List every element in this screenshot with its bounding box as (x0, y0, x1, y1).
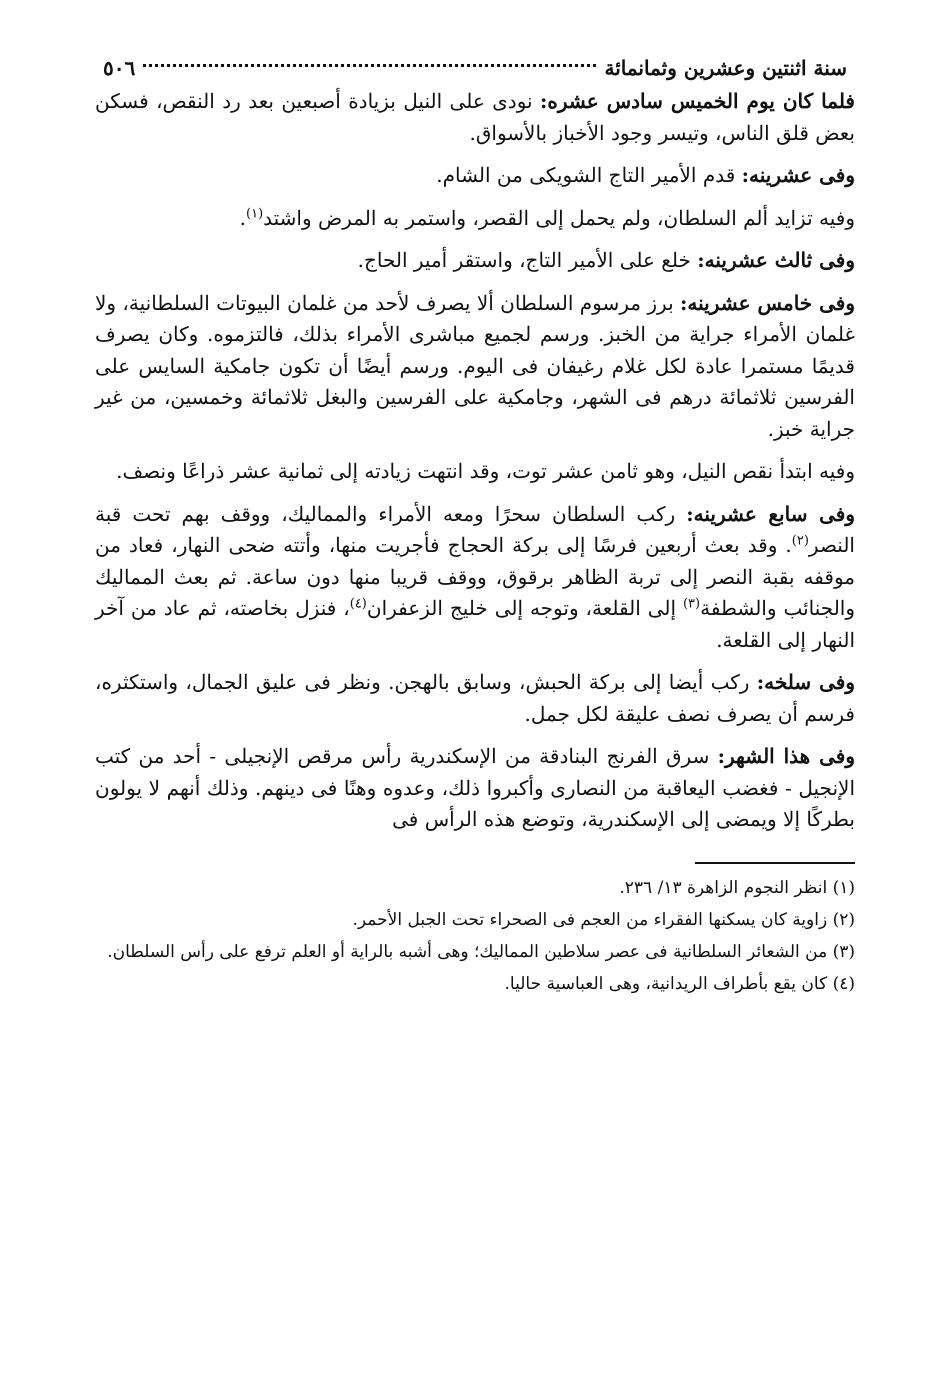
footnote-ref[interactable]: (٢) (791, 533, 809, 549)
paragraph-text-end: . (239, 205, 246, 230)
running-header (95, 50, 855, 86)
paragraph-text: ركب السلطان سحرًا ومعه الأمراء والمماليك، ووقف بهم تحت قبة النصر (95, 501, 855, 557)
footnote: (٤) كان يقع بأطراف الريدانية، وهى العباسية حاليا. (504, 973, 855, 994)
paragraph (95, 667, 855, 730)
paragraph-text: سرق الفرنج البنادقة من الإسكندرية رأس مرقص الإنجيلى - أحد من كتب الإنجيل - فغضب اليعاقبة من النصارى وأكبروا ذلك، وعدوه وهنًا فى دينهم. وذلك أنهم لا يولون بطركًا إلا ويمضى إلى الإسكندرية، وتوضع هذه الرأس فى (95, 744, 855, 831)
page-number: ٥٠٦ (103, 56, 136, 80)
paragraph-lead: وفى عشرينه: (741, 163, 855, 187)
paragraph-text: خلع على الأمير التاج، واستقر أمير الحاج. (357, 248, 698, 272)
paragraph (95, 456, 855, 488)
footnote: (١) انظر النجوم الزاهرة ١٣/ ٢٣٦. (619, 877, 855, 898)
paragraph-lead: وفى ثالث عشرينه: (697, 248, 855, 272)
paragraph (95, 245, 855, 277)
paragraph (95, 203, 855, 235)
paragraph-text: ركب أيضا إلى بركة الحبش، وسابق بالهجن. ونظر فى عليق الجمال، واستكثره، فرسم أن يصرف نصف عليقة لكل جمل. (95, 670, 855, 726)
footnote-ref[interactable]: (٤) (349, 596, 367, 612)
paragraph-lead: وفى هذا الشهر: (717, 744, 855, 768)
paragraph-lead: فلما كان يوم الخميس سادس عشره: (540, 89, 855, 113)
paragraph (95, 499, 855, 657)
footnote-divider (695, 862, 855, 864)
header-dot-leader (143, 64, 596, 67)
footnotes (95, 874, 855, 998)
paragraph (95, 288, 855, 446)
main-text (95, 86, 855, 836)
paragraph-text: قدم الأمير التاج الشويكى من الشام. (436, 163, 742, 187)
paragraph-lead: وفى خامس عشرينه: (680, 290, 856, 315)
paragraph-text-cont: إلى القلعة، وتوجه إلى خليج الزعفران (366, 596, 683, 620)
footnote-ref[interactable]: (١) (246, 205, 264, 221)
running-title: سنة اثنتين وعشرين وثمانمائة (604, 56, 847, 80)
footnote-ref[interactable]: (٣) (682, 596, 701, 612)
paragraph-lead: وفى سابع عشرينه: (686, 501, 855, 526)
footnote: (٣) من الشعائر السلطانية فى عصر سلاطين المماليك؛ وهى أشبه بالراية أو العلم ترفع على رأس السلطان. (107, 941, 855, 962)
footnote: (٢) زاوية كان يسكنها الفقراء من العجم فى الصحراء تحت الجبل الأحمر. (352, 909, 855, 930)
paragraph-text: برز مرسوم السلطان ألا يصرف لأحد من غلمان البيوتات السلطانية، ولا غلمان الأمراء جراية من الخبز. ورسم لجميع مباشرى الأمراء بذلك، فالتزموه. وكان يصرف قديمًا مستمرا عادة لكل غلام رغيفان فى اليوم. ورسم أيضًا أن تكون جامكية السايس على الفرسين ثلاثمائة درهم فى الشهر، وجامكية على الفرسين والبغل ثلاثمائة وخمسين، من غير جراية خبز. (95, 290, 855, 441)
paragraph-text: وفيه تزايد ألم السلطان، ولم يحمل إلى القصر، واستمر به المرض واشتد (263, 205, 855, 230)
paragraph (95, 741, 855, 836)
paragraph-lead: وفى سلخه: (756, 670, 856, 694)
paragraph-text-cont: ، فنزل بخاصته، ثم عاد من آخر النهار إلى القلعة. (95, 596, 855, 652)
paragraph-text-cont: . وقد بعث أربعين فرسًا إلى بركة الحجاج فأجريت منها، وأتته ضحى النهار، فعاد من موقفه بقبة النصر إلى تربة الظاهر برقوق، ووقف قريبا منها دون ساعة. ثم بعث المماليك والجنائب والشطفة (95, 533, 855, 620)
paragraph (95, 86, 855, 149)
paragraph (95, 160, 855, 192)
book-page (95, 50, 855, 1360)
paragraph-text: وفيه ابتدأ نقص النيل، وهو ثامن عشر توت، وقد انتهت زيادته إلى ثمانية عشر ذراعًا ونصف. (116, 459, 855, 483)
paragraph-text: نودى على النيل بزيادة أصبعين بعد رد النقص، فسكن بعض قلق الناس، وتيسر وجود الأخباز بالأسواق. (95, 89, 855, 145)
